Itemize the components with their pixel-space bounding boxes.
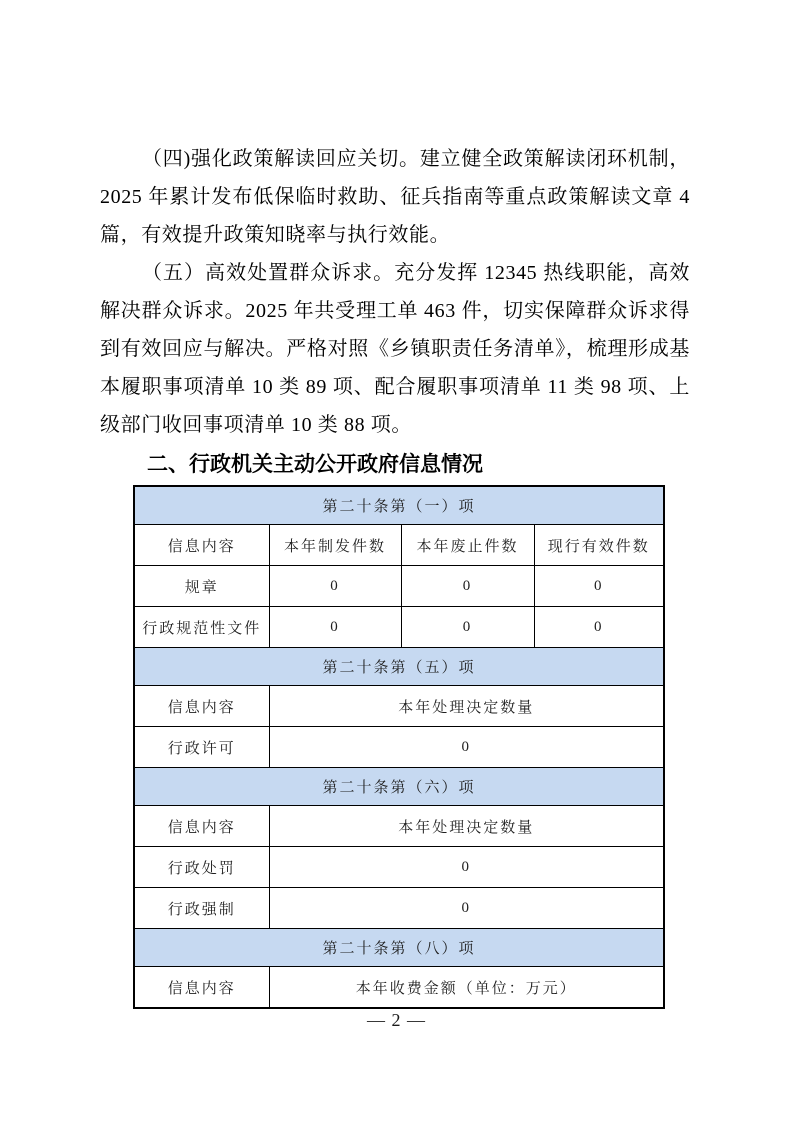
table-band-row [134,648,664,686]
table-band-row [134,929,664,967]
row-label-cell: 行政强制 [134,888,269,929]
paragraph-item-5: （五）高效处置群众诉求。充分发挥 12345 热线职能，高效解决群众诉求。2025 年共受理工单 463 件，切实保障群众诉求得到有效回应与解决。严格对照《乡镇职责任务清单》，梳理形成基本履职事项清单 10 类 89 项、配合履职事项清单 11 类 98 项、上级部门收回事项清单 10 类 88 项。 [100,262,690,436]
header-cell: 本年废止件数 [401,525,534,566]
band-cell: 第二十条第（一）项 [134,486,664,525]
info-disclosure-table [133,485,665,1009]
table-header-row [134,806,664,847]
header-cell: 信息内容 [134,686,269,727]
table-row [134,888,664,929]
value-cell: 0 [269,888,664,929]
header-cell: 本年处理决定数量 [269,806,664,847]
page-number: — 2 — [367,1010,426,1030]
header-cell: 本年收费金额（单位：万元） [269,967,664,1009]
table-row [134,847,664,888]
text-column [100,0,690,1009]
table-row [134,566,664,607]
table-header-row [134,967,664,1009]
row-label-cell: 行政规范性文件 [134,607,269,648]
table-header-row [134,686,664,727]
row-label-cell: 规章 [134,566,269,607]
band-cell: 第二十条第（六）项 [134,768,664,806]
header-cell: 本年制发件数 [269,525,401,566]
header-cell: 信息内容 [134,525,269,566]
value-cell: 0 [534,566,664,607]
header-cell: 现行有效件数 [534,525,664,566]
value-cell: 0 [269,607,401,648]
section-heading: 二、行政机关主动公开政府信息情况 [147,453,483,476]
row-label-cell: 行政处罚 [134,847,269,888]
value-cell: 0 [401,607,534,648]
body-text [100,140,690,444]
table-header-row [134,525,664,566]
table-row [134,727,664,768]
value-cell: 0 [269,847,664,888]
paragraph-item-4: （四)强化政策解读回应关切。建立健全政策解读闭环机制，2025 年累计发布低保临时救助、征兵指南等重点政策解读文章 4 篇，有效提升政策知晓率与执行效能。 [100,148,690,246]
header-cell: 信息内容 [134,806,269,847]
value-cell: 0 [269,727,664,768]
header-cell: 本年处理决定数量 [269,686,664,727]
value-cell: 0 [534,607,664,648]
value-cell: 0 [269,566,401,607]
table-band-row [134,768,664,806]
table-band-row [134,486,664,525]
table-row [134,607,664,648]
band-cell: 第二十条第（八）项 [134,929,664,967]
row-label-cell: 行政许可 [134,727,269,768]
header-cell: 信息内容 [134,967,269,1009]
value-cell: 0 [401,566,534,607]
band-cell: 第二十条第（五）项 [134,648,664,686]
